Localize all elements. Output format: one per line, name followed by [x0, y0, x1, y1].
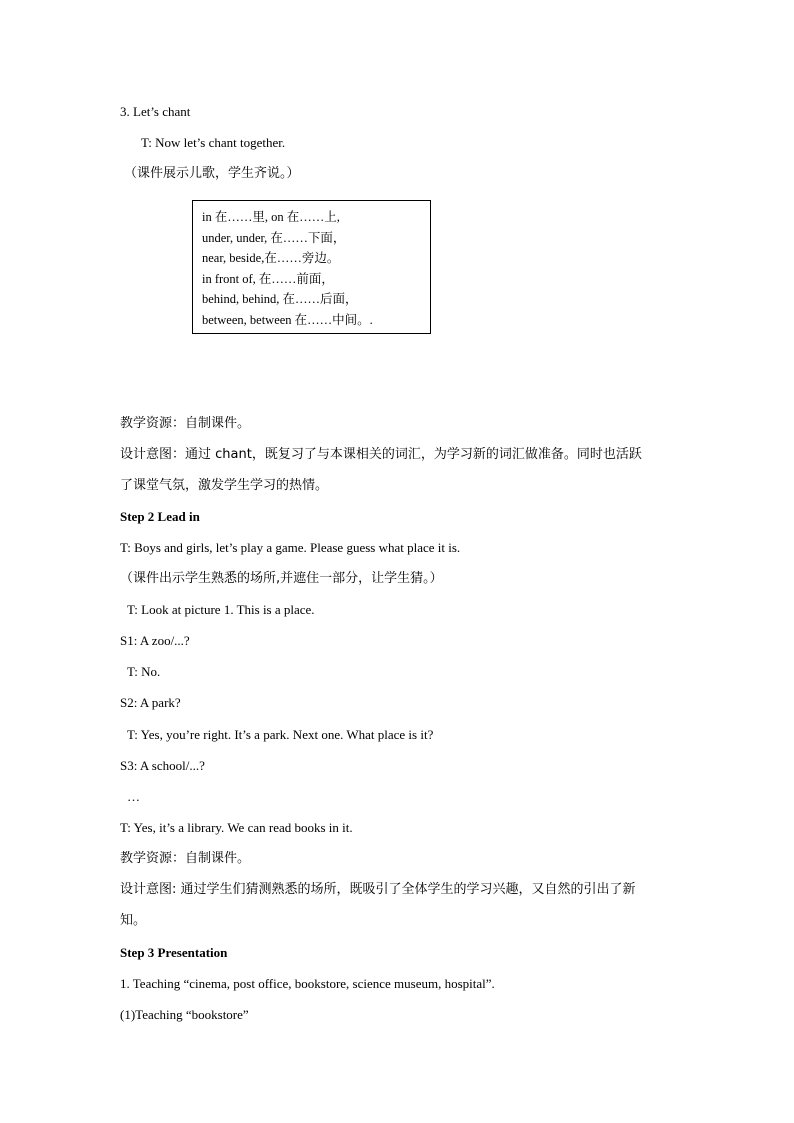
design-intent-line: 设计意图：通过 chant，既复习了与本课相关的词汇，为学习新的词汇做准备。同时也活跃	[120, 447, 642, 462]
dialogue-line: T: Yes, it’s a library. We can read books in it.	[120, 820, 353, 835]
chant-line: under, under, 在……下面，	[202, 230, 346, 245]
chant-box	[192, 200, 431, 334]
dialogue-line: T: Boys and girls, let’s play a game. Please guess what place it is.	[120, 540, 461, 555]
dialogue-line: S1: A zoo/...?	[120, 633, 190, 648]
step3-line: (1)Teaching “bookstore”	[120, 1007, 249, 1022]
dialogue-line: T: Yes, you’re right. It’s a park. Next one. What place is it?	[127, 727, 434, 742]
chant-line: in front of, 在……前面，	[202, 271, 334, 286]
chant-line: near, beside,在……旁边。	[202, 251, 340, 266]
dialogue-line: S2: A park?	[120, 695, 181, 710]
dialogue-line: T: No.	[127, 664, 161, 679]
chant-line: behind, behind, 在……后面，	[202, 292, 358, 307]
design-intent-line: 知。	[120, 913, 147, 928]
step3-line: 1. Teaching “cinema, post office, bookstore, science museum, hospital”.	[120, 976, 495, 991]
chant-teacher-line: T: Now let’s chant together.	[141, 135, 286, 150]
teaching-resources: 教学资源：自制课件。	[120, 416, 251, 431]
dialogue-line: T: Look at picture 1. This is a place.	[127, 602, 315, 617]
step3-heading: Step 3 Presentation	[120, 945, 228, 960]
step2-heading: Step 2 Lead in	[120, 509, 200, 524]
design-intent-line: 了课堂气氛，激发学生学习的热情。	[120, 478, 329, 493]
chant-heading: 3. Let’s chant	[120, 104, 191, 119]
teaching-resources: 教学资源：自制课件。	[120, 851, 251, 866]
dialogue-note: （课件出示学生熟悉的场所,并遮住一部分，让学生猜。）	[120, 571, 443, 586]
chant-line: between, between 在……中间。.	[202, 312, 373, 327]
chant-line: in 在……里, on 在……上,	[202, 210, 340, 224]
dialogue-ellipsis: …	[127, 789, 140, 804]
dialogue-line: S3: A school/...?	[120, 758, 205, 773]
chant-note: （课件展示儿歌，学生齐说。）	[124, 166, 300, 181]
design-intent-line: 设计意图: 通过学生们猜测熟悉的场所，既吸引了全体学生的学习兴趣，又自然的引出了新	[120, 882, 636, 897]
